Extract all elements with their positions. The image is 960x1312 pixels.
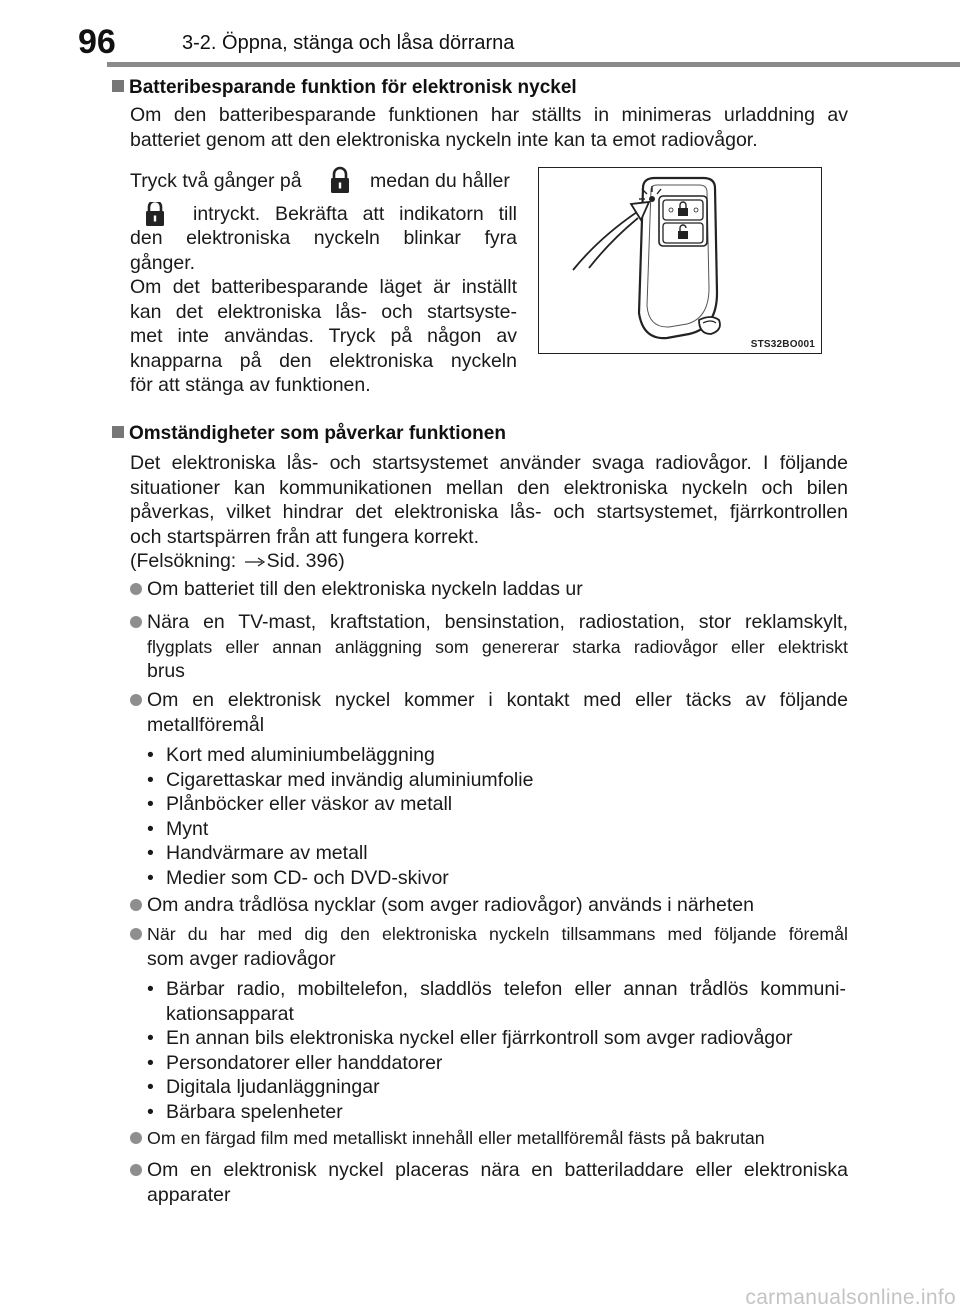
section-marker-icon xyxy=(112,80,124,92)
bullet-text xyxy=(147,610,848,684)
intro-line: Det elektroniska lås- och startsystemet använder svaga radiovågor. I följande xyxy=(130,452,848,474)
metal-item: • Cigarettaskar med invändig aluminiumfolie xyxy=(146,768,846,793)
bullet-line: När du har med dig den elektroniska nyckeln tillsammans med följande föremål xyxy=(147,924,848,944)
radio-items-list xyxy=(146,977,846,1124)
lock-button-icon xyxy=(141,202,169,227)
instruction-line: kan det elektroniska lås- och startsyste- xyxy=(130,300,517,323)
metal-item: • Medier som CD- och DVD-skivor xyxy=(146,866,846,891)
section-heading-battery-saving xyxy=(112,76,577,100)
bullet-dot-icon xyxy=(130,928,142,940)
bullet-dot-icon xyxy=(130,616,142,628)
watermark: carmanualsonline.info xyxy=(745,1286,956,1309)
troubleshooting-reference xyxy=(130,549,848,574)
list-item xyxy=(130,893,848,918)
battery-saving-instructions xyxy=(130,169,517,398)
bullet-line: apparater xyxy=(147,1183,231,1206)
intro-line: Om den batteribesparande funktionen har ställts in minimeras urladdning av xyxy=(130,104,848,126)
instruction-text: medan du håller xyxy=(370,170,510,192)
bullet-text: Om andra trådlösa nycklar (som avger radiovågor) används i närheten xyxy=(147,894,754,916)
troubleshoot-prefix: (Felsökning: xyxy=(130,550,242,572)
metal-item: • Handvärmare av metall xyxy=(146,841,846,866)
list-item xyxy=(130,688,848,737)
bullet-text: Om en färgad film med metalliskt innehåll eller metallföremål fästs på bakrutan xyxy=(147,1128,765,1148)
intro-line: situationer kan kommunikationen mellan den elektroniska nyckeln och bilen xyxy=(130,476,848,499)
bullet-line: Nära en TV-mast, kraftstation, bensinstation, radiostation, stor reklamskylt, xyxy=(147,611,848,633)
list-item xyxy=(130,610,848,684)
instruction-text: intryckt. Bekräfta att indikatorn till xyxy=(193,202,517,225)
metal-item: • Mynt xyxy=(146,817,846,842)
bullet-line: Om en elektronisk nyckel placeras nära en batteriladdare eller elektroniska xyxy=(147,1159,848,1181)
bullet-dot-icon xyxy=(130,694,142,706)
instruction-line: för att stänga av funktionen. xyxy=(130,374,371,396)
bullet-text: Om batteriet till den elektroniska nyckeln laddas ur xyxy=(147,578,583,600)
bullet-dot-icon xyxy=(130,1164,142,1176)
battery-saving-intro xyxy=(130,103,848,152)
instruction-line xyxy=(130,169,517,194)
radio-item: • Bärbara spelenheter xyxy=(146,1100,846,1125)
page-number: 96 xyxy=(78,23,116,61)
list-item xyxy=(130,922,848,971)
instruction-line: gånger. xyxy=(130,251,196,274)
instruction-line xyxy=(130,202,517,227)
metal-item: • Kort med aluminiumbeläggning xyxy=(146,743,846,768)
radio-item: • Persondatorer eller handdatorer xyxy=(146,1051,846,1076)
bullet-text xyxy=(147,688,848,737)
figure-code: STS32BO001 xyxy=(750,339,815,350)
lock-button-icon xyxy=(326,165,354,202)
bullet-dot-icon xyxy=(130,583,142,595)
electronic-key-illustration xyxy=(539,168,821,353)
list-item xyxy=(130,1126,848,1151)
circumstances-intro xyxy=(130,451,848,574)
list-item xyxy=(130,577,848,602)
radio-item-line: kationsapparat xyxy=(166,1002,294,1025)
intro-line: och startspärren från att fungera korrekt. xyxy=(130,525,480,548)
chapter-title: 3-2. Öppna, stänga och låsa dörrarna xyxy=(182,32,515,54)
section-marker-icon xyxy=(112,426,124,438)
bullet-text xyxy=(147,922,848,971)
instruction-line: met inte användas. Tryck på någon av xyxy=(130,325,517,347)
instruction-line: den elektroniska nyckeln blinkar fyra xyxy=(130,227,517,249)
metal-item: • Plånböcker eller väskor av metall xyxy=(146,792,846,817)
section-heading-text: Omständigheter som påverkar funktionen xyxy=(129,423,506,444)
section-heading-circumstances xyxy=(112,422,506,446)
list-item xyxy=(130,1158,848,1207)
reference-arrow-icon xyxy=(244,557,266,567)
radio-item xyxy=(146,977,846,1026)
bullet-dot-icon xyxy=(130,1132,142,1144)
section-heading-text: Batteribesparande funktion för elektronisk nyckel xyxy=(129,77,577,98)
radio-item: • En annan bils elektroniska nyckel eller fjärrkontroll som avger radiovågor xyxy=(146,1026,846,1051)
bullet-line: flygplats eller annan anläggning som genererar starka radiovågor eller elektriskt xyxy=(147,636,848,657)
instruction-line: Om det batteribesparande läget är inställt xyxy=(130,276,517,298)
bullet-line: som avger radiovågor xyxy=(147,947,336,970)
electronic-key-figure xyxy=(538,167,822,354)
intro-line: batteriet genom att den elektroniska nyckeln inte kan ta emot radiovågor. xyxy=(130,128,758,151)
bullet-dot-icon xyxy=(130,899,142,911)
instruction-line: knapparna på den elektroniska nyckeln xyxy=(130,349,517,372)
instruction-text: Tryck två gånger på xyxy=(130,170,302,192)
bullet-line: brus xyxy=(147,660,185,682)
bullet-text xyxy=(147,1158,848,1207)
bullet-line: metallföremål xyxy=(147,713,265,736)
intro-line: påverkas, vilket hindrar det elektroniska lås- och startsystemet, fjärrkontrollen xyxy=(130,501,848,523)
bullet-line: Om en elektronisk nyckel kommer i kontakt med eller täcks av följande xyxy=(147,689,848,711)
radio-item-line: • Bärbar radio, mobiltelefon, sladdlös telefon eller annan trådlös kommuni- xyxy=(166,978,846,1000)
metal-items-list xyxy=(146,743,846,890)
page-reference-link[interactable]: Sid. 396) xyxy=(266,550,345,572)
radio-item: • Digitala ljudanläggningar xyxy=(146,1075,846,1100)
header-rule xyxy=(107,62,960,67)
